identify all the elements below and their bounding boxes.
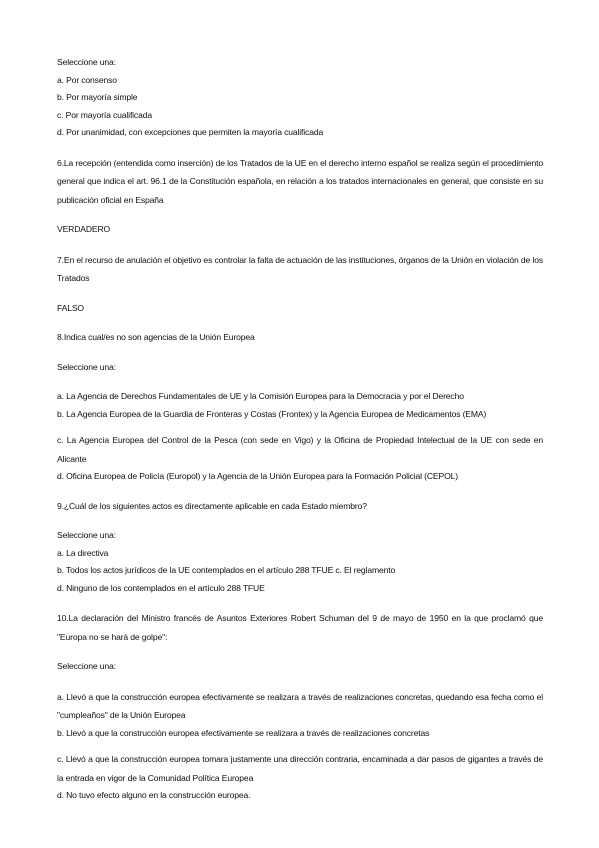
q10-option-c: c. Llevó a que la construcción europea tomara justamente una dirección contraria, encaminada a dar pasos de gigantes a través de la entrada en vigor de la Comunidad Política Europea bbox=[57, 754, 543, 783]
question-7-block bbox=[57, 251, 543, 318]
q9-option-d: d. Ninguno de los contemplados en el artículo 288 TFUE bbox=[57, 582, 265, 593]
q10-prompt: Seleccione una: bbox=[57, 661, 116, 671]
q6-answer: VERDADERO bbox=[57, 224, 111, 234]
q8-option-b: b. La Agencia Europea de la Guardia de Fronteras y Costas (Frontex) y la Agencia Europea de Medicamentos (EMA) bbox=[57, 408, 487, 419]
q5-option-b: b. Por mayoría simple bbox=[57, 92, 138, 102]
q7-question: 7.En el recurso de anulación el objetivo es controlar la falta de actuación de las instituciones, órganos de la Unión en violación de los Tratados bbox=[57, 254, 543, 283]
q8-option-a: a. La Agencia de Derechos Fundamentales de UE y la Comisión Europea para la Democracia y por el Derecho bbox=[57, 391, 464, 401]
q9-prompt: Seleccione una: bbox=[57, 530, 116, 540]
q10-option-b: b. Llevó a que la construcción europea efectivamente se realizara a través de realizaciones concretas bbox=[57, 727, 430, 738]
q8-option-c: c. La Agencia Europea del Control de la Pesca (con sede en Vigo) y la Oficina de Propiedad Intelectual de la UE con sede en Alicante bbox=[57, 435, 543, 464]
question-8-block bbox=[57, 329, 543, 486]
q10-option-d: d. No tuvo efecto alguno en la construcción europea. bbox=[57, 790, 251, 800]
q7-answer: FALSO bbox=[57, 302, 84, 313]
q9-option-b: b. Todos los actos jurídicos de la UE contemplados en el artículo 288 TFUE c. El reglamento bbox=[57, 565, 396, 575]
question-10-block bbox=[57, 609, 543, 805]
q5-prompt: Seleccione una: bbox=[57, 57, 116, 67]
q8-option-d: d. Oficina Europea de Policía (Europol) y la Agencia de la Unión Europea para la Formación Policial (CEPOL) bbox=[57, 471, 458, 481]
q8-prompt: Seleccione una: bbox=[57, 361, 116, 372]
q6-question: 6.La recepción (entendida como inserción) de los Tratados de la UE en el derecho interno español se realiza según el procedimiento general que indica el art. 96.1 de la Constitución española, en relación a los tratados internacionales en general, que consiste en su publicación oficial en España bbox=[57, 157, 543, 205]
q5-option-d: d. Por unanimidad, con excepciones que permiten la mayoría cualificada bbox=[57, 127, 324, 137]
question-6-block bbox=[57, 154, 543, 239]
q5-option-c: c. Por mayoría cualificada bbox=[57, 109, 152, 120]
document-page bbox=[57, 54, 543, 805]
q5-option-a: a. Por consenso bbox=[57, 74, 117, 85]
q8-question: 8.Indica cual/es no son agencias de la Unión Europea bbox=[57, 332, 255, 342]
q9-question: 9.¿Cuál de los siguientes actos es directamente aplicable en cada Estado miembro? bbox=[57, 500, 367, 511]
q10-option-a: a. Llevó a que la construcción europea efectivamente se realizara a través de realizaciones concretas, quedando esa fecha como el "cumpleaños" de la Unión Europea bbox=[57, 691, 543, 720]
q9-option-a: a. La directiva bbox=[57, 547, 109, 558]
question-9-block bbox=[57, 498, 543, 598]
question-5-block bbox=[57, 54, 543, 142]
q10-question: 10.La declaración del Ministro francés de Asuntos Exteriores Robert Schuman del 9 de mayo de 1950 en la que proclamó que "Europa no se hará de golpe": bbox=[57, 613, 543, 642]
